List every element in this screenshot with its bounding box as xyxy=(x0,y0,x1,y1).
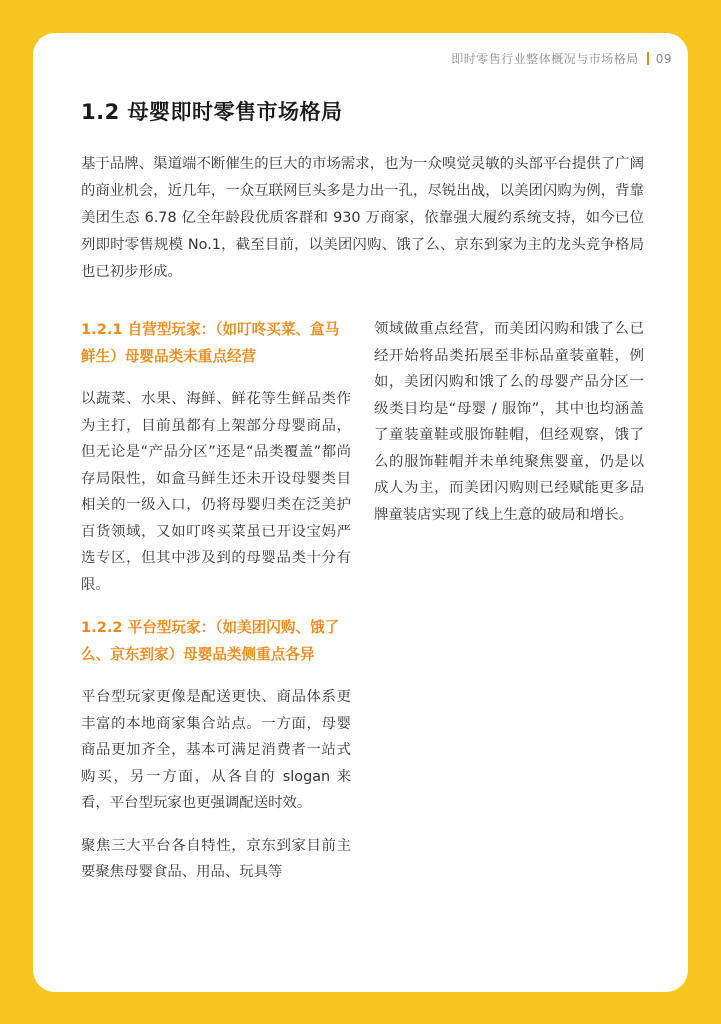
section-paragraph-1-2-1: 以蔬菜、水果、海鲜、鲜花等生鲜品类作为主打，目前虽都有上架部分母婴商品，但无论是“产品分区”还是“品类覆盖”都尚存局限性，如盒马鲜生还未开设母婴类目相关的一级入口，仍将母婴归类在泛美护百货领域，又如叮咚买菜虽已开设宝妈严选专区，但其中涉及到的母婴品类十分有限。 xyxy=(81,391,351,593)
page-header xyxy=(451,50,672,67)
right-column-paragraph: 领域做重点经营，而美团闪购和饿了么已经开始将品类拓展至非标品童装童鞋，例如，美团闪购和饿了么的母婴产品分区一级类目均是“母婴 / 服饰”，其中也均涵盖了童装童鞋或服饰鞋帽，但经观察，饿了么的服饰鞋帽并未单纯聚焦婴童，仍是以成人为主，而美团闪购则已经赋能更多品牌童装店实现了线上生意的破局和增长。 xyxy=(374,321,644,523)
page-number: 09 xyxy=(655,51,672,66)
section-paragraph-1-2-2-a: 平台型玩家更像是配送更快、商品体系更丰富的本地商家集合站点。一方面，母婴商品更加齐全，基本可满足消费者一站式购买，另一方面，从各自的 slogan 来看，平台型玩家也更强调配送时效。 xyxy=(81,689,351,811)
section-heading-1-2-2: 1.2.2 平台型玩家：（如美团闪购、饿了么、京东到家）母婴品类侧重点各异 xyxy=(81,619,340,663)
section-paragraph-1-2-2-b: 聚焦三大平台各自特性，京东到家目前主要聚焦母婴食品、用品、玩具等 xyxy=(81,837,351,880)
header-section-title: 即时零售行业整体概况与市场格局 xyxy=(451,52,639,66)
section-heading-1-2-1: 1.2.1 自营型玩家：（如叮咚买菜、盒马鲜生）母婴品类未重点经营 xyxy=(81,321,340,365)
left-column xyxy=(81,316,351,902)
header-divider xyxy=(647,52,649,65)
page-card xyxy=(33,33,688,992)
right-column xyxy=(374,316,644,528)
intro-paragraph: 基于品牌、渠道端不断催生的巨大的市场需求，也为一众嗅觉灵敏的头部平台提供了广阔的商业机会，近几年，一众互联网巨头多是力出一孔，尽锐出战，以美团闪购为例，背靠美团生态 6.78 亿全年龄段优质客群和 930 万商家，依靠强大履约系统支持，如今已位列即时零售规模 No.1，截至目前，以美团闪购、饿了么、京东到家为主的龙头竞争格局也已初步形成。 xyxy=(81,156,644,280)
page-title: 1.2 母婴即时零售市场格局 xyxy=(81,100,343,124)
